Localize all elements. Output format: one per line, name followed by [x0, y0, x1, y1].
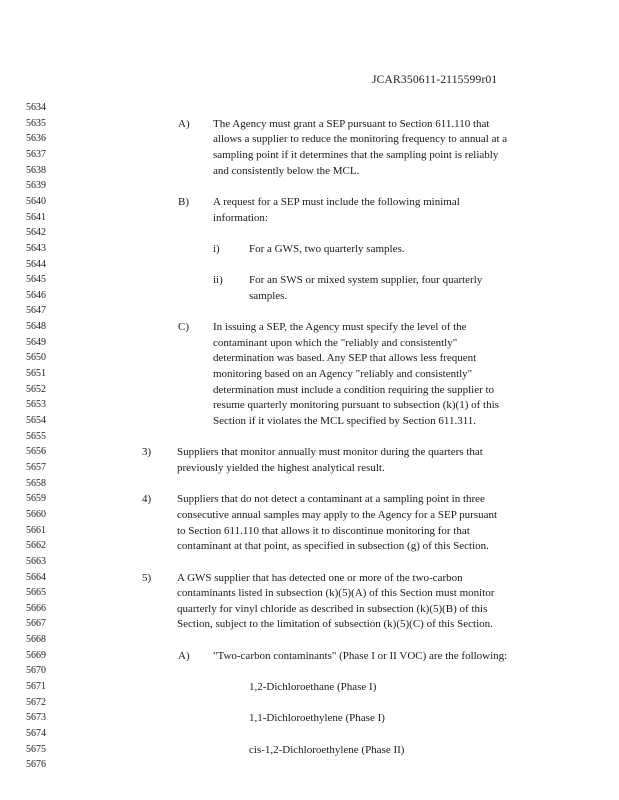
document-line — [0, 695, 619, 711]
list-marker: A) — [178, 649, 190, 662]
line-number: 5653 — [26, 399, 46, 411]
line-text: contaminant upon which the "reliably and consistently" — [213, 336, 458, 349]
list-marker: A) — [178, 117, 190, 130]
line-text: determination must include a condition requiring the supplier to — [213, 383, 495, 396]
line-text: "Two-carbon contaminants" (Phase I or II VOC) are the following: — [213, 649, 508, 662]
list-marker: 4) — [142, 493, 152, 506]
list-marker: 3) — [142, 446, 152, 459]
line-number: 5655 — [26, 430, 46, 442]
document-line — [0, 460, 619, 476]
line-number: 5662 — [26, 540, 46, 552]
line-number: 5669 — [26, 649, 46, 661]
line-text: 1,1-Dichloroethylene (Phase I) — [249, 712, 385, 725]
document-line — [0, 225, 619, 241]
line-text: A request for a SEP must include the following minimal — [213, 195, 460, 208]
document-line — [0, 710, 619, 726]
line-number: 5674 — [26, 728, 46, 739]
line-text: Section if it violates the MCL specified by Section 611.311. — [213, 415, 477, 427]
document-line — [0, 272, 619, 288]
line-text: allows a supplier to reduce the monitoring frequency to annual at a — [213, 133, 508, 146]
list-marker: B) — [178, 195, 189, 208]
line-text: Suppliers that monitor annually must monitor during the quarters that — [177, 446, 483, 459]
document-line — [0, 366, 619, 382]
line-number: 5636 — [26, 133, 46, 145]
line-number: 5670 — [26, 665, 46, 677]
document-line — [0, 523, 619, 539]
line-number: 5649 — [26, 336, 46, 348]
document-line — [0, 350, 619, 366]
line-number: 5635 — [26, 117, 46, 129]
document-line — [0, 147, 619, 163]
line-number: 5658 — [26, 477, 46, 489]
document-line — [0, 335, 619, 351]
line-text: contaminant at that point, as specified in subsection (g) of this Section. — [177, 540, 489, 553]
document-line — [0, 585, 619, 601]
line-text: previously yielded the highest analytical result. — [177, 461, 385, 474]
line-number: 5672 — [26, 696, 46, 708]
document-line — [0, 632, 619, 648]
line-number: 5676 — [26, 759, 46, 771]
line-text: A GWS supplier that has detected one or more of the two-carbon — [177, 571, 463, 584]
document-line — [0, 241, 619, 257]
document-line — [0, 210, 619, 226]
line-number: 5634 — [26, 102, 46, 113]
line-number: 5664 — [26, 571, 46, 583]
document-line — [0, 178, 619, 194]
line-number: 5643 — [26, 242, 46, 254]
line-number: 5657 — [26, 461, 46, 473]
line-number: 5645 — [26, 274, 46, 286]
line-number: 5646 — [26, 289, 46, 301]
line-text: For a GWS, two quarterly samples. — [249, 242, 405, 255]
line-number: 5665 — [26, 587, 46, 599]
line-number: 5647 — [26, 305, 46, 317]
document-line — [0, 163, 619, 179]
document-line — [0, 601, 619, 617]
document-line — [0, 100, 619, 116]
list-marker: 5) — [142, 571, 152, 584]
line-number: 5675 — [26, 743, 46, 755]
list-marker: C) — [178, 321, 189, 334]
line-number: 5663 — [26, 555, 46, 567]
document-line — [0, 538, 619, 554]
document-line — [0, 663, 619, 679]
line-number: 5661 — [26, 524, 46, 536]
document-line — [0, 116, 619, 132]
line-text: monitoring based on an Agency "reliably and consistently" — [213, 368, 473, 381]
list-marker: ii) — [213, 274, 223, 287]
document-line — [0, 429, 619, 445]
line-number: 5640 — [26, 195, 46, 207]
document-line — [0, 491, 619, 507]
document-line — [0, 319, 619, 335]
line-number: 5673 — [26, 712, 46, 724]
line-number: 5659 — [26, 493, 46, 505]
document-line — [0, 131, 619, 147]
document-id-header: JCAR350611-2115599r01 — [372, 74, 498, 86]
line-text: contaminants listed in subsection (k)(5)(A) of this Section must monitor — [177, 587, 495, 600]
line-number: 5660 — [26, 508, 46, 520]
line-text: consecutive annual samples may apply to the Agency for a SEP pursuant — [177, 508, 498, 521]
line-text: For an SWS or mixed system supplier, four quarterly — [249, 274, 483, 287]
line-number: 5648 — [26, 321, 46, 333]
line-text: In issuing a SEP, the Agency must specify the level of the — [213, 321, 467, 334]
line-number: 5671 — [26, 681, 46, 693]
line-text: Suppliers that do not detect a contaminant at a sampling point in three — [177, 493, 485, 506]
document-line — [0, 303, 619, 319]
line-number: 5668 — [26, 634, 46, 646]
document-line — [0, 288, 619, 304]
document-line — [0, 616, 619, 632]
line-number: 5641 — [26, 211, 46, 223]
line-number: 5651 — [26, 368, 46, 380]
line-text: and consistently below the MCL. — [213, 164, 360, 177]
document-line — [0, 757, 619, 773]
document-line — [0, 444, 619, 460]
document-line — [0, 507, 619, 523]
document-line — [0, 648, 619, 664]
document-line — [0, 194, 619, 210]
line-number: 5639 — [26, 180, 46, 192]
line-number: 5638 — [26, 164, 46, 176]
document-line — [0, 570, 619, 586]
line-number: 5666 — [26, 602, 46, 614]
line-number: 5656 — [26, 446, 46, 458]
line-text: The Agency must grant a SEP pursuant to Section 611.110 that — [213, 117, 490, 130]
line-text: Section, subject to the limitation of subsection (k)(5)(C) of this Section. — [177, 618, 493, 631]
document-line — [0, 476, 619, 492]
line-text: sampling point if it determines that the sampling point is reliably — [213, 148, 499, 161]
line-text: to Section 611.110 that allows it to discontinue monitoring for that — [177, 524, 470, 537]
line-text: 1,2-Dichloroethane (Phase I) — [249, 681, 377, 694]
line-text: information: — [213, 211, 268, 224]
document-line — [0, 554, 619, 570]
document-line — [0, 679, 619, 695]
document-line — [0, 742, 619, 758]
line-number: 5667 — [26, 618, 46, 630]
list-marker: i) — [213, 242, 220, 255]
line-text: resume quarterly monitoring pursuant to subsection (k)(1) of this — [213, 399, 499, 412]
document-line — [0, 257, 619, 273]
line-number: 5637 — [26, 148, 46, 160]
line-number: 5654 — [26, 415, 46, 426]
document-line — [0, 382, 619, 398]
line-text: determination was based. Any SEP that allows less frequent — [213, 352, 477, 365]
line-text: quarterly for vinyl chloride as described in subsection (k)(5)(B) of this — [177, 602, 488, 615]
line-number: 5644 — [26, 258, 46, 270]
document-line — [0, 397, 619, 413]
line-number: 5642 — [26, 227, 46, 239]
line-number: 5652 — [26, 383, 46, 395]
document-line — [0, 726, 619, 742]
document-line — [0, 413, 619, 429]
line-number: 5650 — [26, 352, 46, 364]
line-text: cis-1,2-Dichloroethylene (Phase II) — [249, 743, 405, 756]
line-text: samples. — [249, 289, 288, 302]
